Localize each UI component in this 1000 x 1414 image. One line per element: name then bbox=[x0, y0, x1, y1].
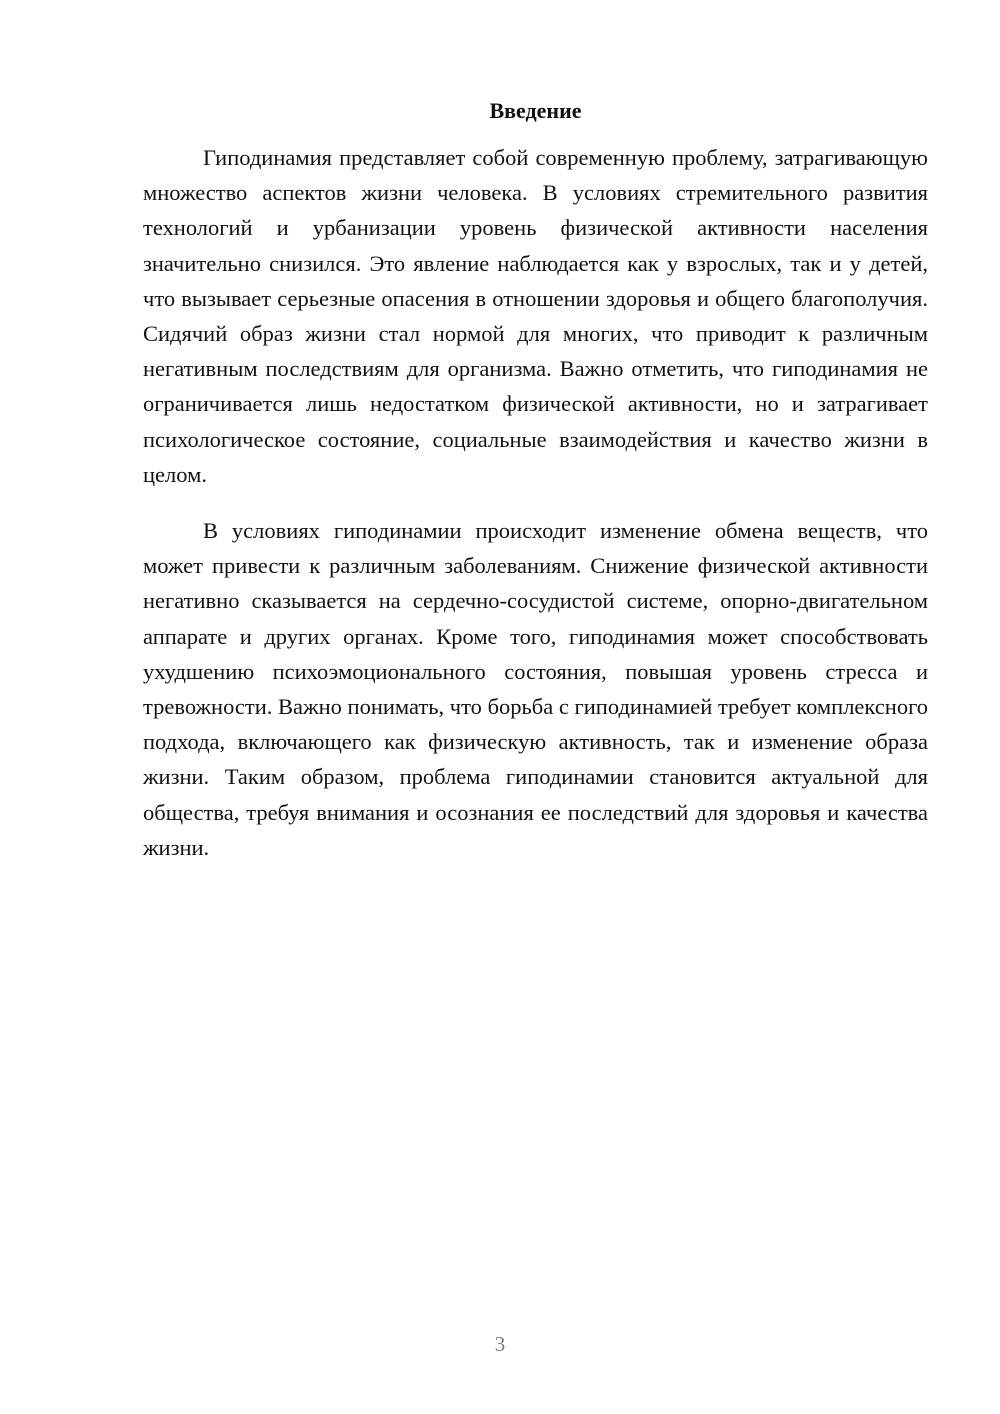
page-content bbox=[143, 94, 928, 865]
paragraph-1: Гиподинамия представляет собой современную проблему, затрагивающую множество аспектов жизни человека. В условиях стремительного развития технологий и урбанизации уровень физической активности населения значительно снизился. Это явление наблюдается как у взрослых, так и у детей, что вызывает серьезные опасения в отношении здоровья и общего благополучия. Сидячий образ жизни стал нормой для многих, что приводит к различным негативным последствиям для организма. Важно отметить, что гиподинамия не ограничивается лишь недостатком физической активности, но и затрагивает психологическое состояние, социальные взаимодействия и качество жизни в целом. bbox=[143, 145, 928, 487]
section-heading: Введение bbox=[489, 98, 582, 123]
page-number: 3 bbox=[494, 1332, 506, 1356]
paragraph-2: В условиях гиподинамии происходит изменение обмена веществ, что может привести к различным заболеваниям. Снижение физической активности негативно сказывается на сердечно-сосудистой системе, опорно-двигательном аппарате и других органах. Кроме того, гиподинамия может способствовать ухудшению психоэмоционального состояния, повышая уровень стресса и тревожности. Важно понимать, что борьба с гиподинамией требует комплексного подхода, включающего как физическую активность, так и изменение образа жизни. Таким образом, проблема гиподинамии становится актуальной для общества, требуя внимания и осознания ее последствий для здоровья и качества жизни. bbox=[143, 518, 928, 860]
